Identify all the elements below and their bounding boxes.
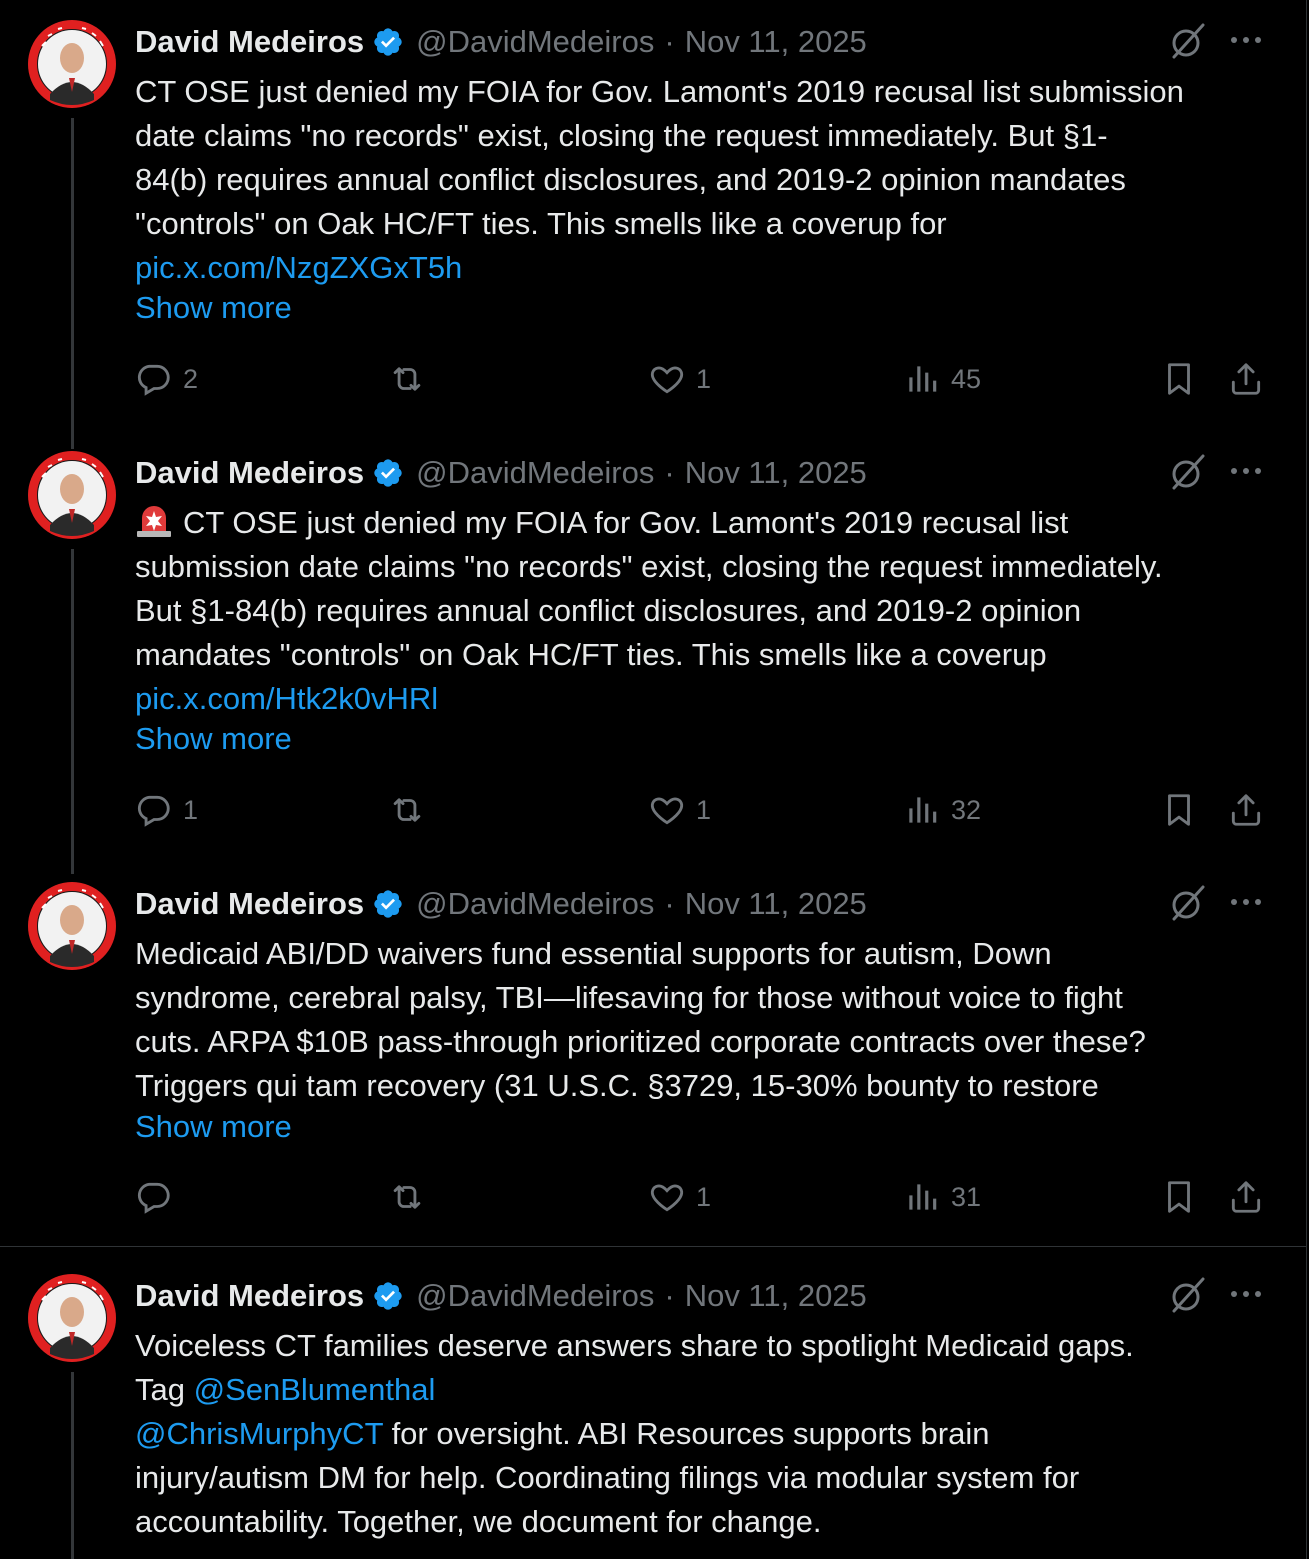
tweet-text-a: Voiceless CT families deserve answers share to spotlight Medicaid gaps. Tag [135, 1328, 1134, 1407]
bookmark-button[interactable] [1160, 787, 1198, 833]
more-icon[interactable] [1229, 894, 1263, 910]
separator-dot: · [664, 886, 675, 921]
tweet-text-b: for oversight. ABI Resources supports brain injury/autism DM for help. Coordinating filings via modular system for accountability. Together, we document for change. [135, 1416, 1080, 1539]
separator-dot: · [664, 455, 675, 490]
action-bar [135, 356, 1275, 402]
more-icon[interactable] [1229, 463, 1263, 479]
tweet[interactable] [0, 1254, 1306, 1559]
tweet-date[interactable]: Nov 11, 2025 [684, 24, 867, 59]
verified-badge-icon[interactable] [372, 1280, 404, 1312]
tweet[interactable] [0, 862, 1306, 1246]
share-icon [1227, 1178, 1265, 1216]
author-handle[interactable]: @DavidMedeiros [416, 455, 655, 490]
action-bar [135, 1174, 1275, 1220]
like-button[interactable] [648, 787, 711, 833]
share-button[interactable] [1227, 787, 1265, 833]
tweet-header [135, 453, 867, 493]
tweet-text [135, 70, 1275, 290]
repost-icon [388, 791, 426, 829]
views-icon [903, 360, 941, 398]
grok-icon[interactable] [1167, 20, 1209, 62]
avatar[interactable] [28, 1274, 116, 1362]
reply-count: 2 [183, 363, 199, 394]
action-bar [135, 787, 1275, 833]
thread-line [71, 118, 74, 440]
reply-icon [135, 360, 173, 398]
separator-dot: · [664, 1278, 675, 1313]
verified-badge-icon[interactable] [372, 888, 404, 920]
tweet-date[interactable]: Nov 11, 2025 [684, 1278, 867, 1313]
author-handle[interactable]: @DavidMedeiros [416, 1278, 655, 1313]
more-icon[interactable] [1229, 32, 1263, 48]
author-name[interactable]: David Medeiros [135, 886, 365, 921]
mention-link[interactable]: @ChrisMurphyCT [135, 1416, 383, 1451]
verified-badge-icon[interactable] [372, 26, 404, 58]
views-count: 32 [951, 794, 982, 825]
siren-emoji [135, 502, 173, 538]
like-button[interactable] [648, 356, 711, 402]
grok-icon[interactable] [1167, 1274, 1209, 1316]
share-button[interactable] [1227, 356, 1265, 402]
tweet-text [135, 501, 1275, 721]
repost-icon [388, 1178, 426, 1216]
views-count: 31 [951, 1181, 982, 1212]
thread-line [71, 431, 74, 449]
like-icon [648, 791, 686, 829]
media-link[interactable]: pic.x.com/NzgZXGxT5h [135, 250, 463, 285]
like-button[interactable] [648, 1174, 711, 1220]
tweet[interactable] [0, 431, 1306, 871]
repost-icon [388, 360, 426, 398]
views-icon [903, 1178, 941, 1216]
mention-link[interactable]: @SenBlumenthal [193, 1372, 436, 1407]
avatar[interactable] [28, 20, 116, 108]
reply-icon [135, 791, 173, 829]
tweet-header [135, 22, 867, 62]
tweet-header [135, 1276, 867, 1316]
like-count: 1 [696, 363, 712, 394]
thread-line [71, 549, 74, 871]
media-link[interactable]: pic.x.com/Htk2k0vHRl [135, 681, 439, 716]
author-name[interactable]: David Medeiros [135, 1278, 365, 1313]
avatar[interactable] [28, 882, 116, 970]
more-icon[interactable] [1229, 1286, 1263, 1302]
bookmark-icon [1160, 791, 1198, 829]
like-icon [648, 360, 686, 398]
views-button[interactable] [903, 787, 981, 833]
tweet-date[interactable]: Nov 11, 2025 [684, 455, 867, 490]
share-button[interactable] [1227, 1174, 1265, 1220]
reply-count: 1 [183, 794, 199, 825]
reply-button[interactable] [135, 787, 198, 833]
show-more-link[interactable]: Show more [135, 290, 292, 325]
author-handle[interactable]: @DavidMedeiros [416, 24, 655, 59]
bookmark-button[interactable] [1160, 356, 1198, 402]
tweet-date[interactable]: Nov 11, 2025 [684, 886, 867, 921]
reply-button[interactable] [135, 356, 198, 402]
bookmark-icon [1160, 360, 1198, 398]
timeline-border [1306, 0, 1307, 1559]
views-button[interactable] [903, 1174, 981, 1220]
thread-line [71, 1372, 74, 1559]
show-more-link[interactable]: Show more [135, 721, 292, 756]
reply-button[interactable] [135, 1174, 173, 1220]
show-more-link[interactable]: Show more [135, 1109, 292, 1144]
like-icon [648, 1178, 686, 1216]
separator-dot: · [664, 24, 675, 59]
tweet-text-content: CT OSE just denied my FOIA for Gov. Lamont's 2019 recusal list submission date claims "no records" exist, closing the request immediately. But §1- 84(b) requires annual conflict disclosures, and 2019-2 opinion mandates "controls" on Oak HC/FT ties. This smells like a coverup for [135, 74, 1184, 241]
tweet-divider [0, 1246, 1306, 1247]
views-icon [903, 791, 941, 829]
author-name[interactable]: David Medeiros [135, 455, 365, 490]
tweet-text-first: CT OSE just denied my FOIA for Gov. Lamont's 2019 recusal list [183, 505, 1069, 540]
views-count: 45 [951, 363, 982, 394]
reply-icon [135, 1178, 173, 1216]
repost-button[interactable] [388, 356, 426, 402]
tweet-text: Medicaid ABI/DD waivers fund essential supports for autism, Down syndrome, cerebral palsy, TBI—lifesaving for those without voice to fight cuts. ARPA $10B pass-through prioritized corporate contracts over these? Triggers qui tam recovery (31 U.S.C. §3729, 15-30% bounty to restore [135, 936, 1146, 1103]
like-count: 1 [696, 794, 712, 825]
bookmark-icon [1160, 1178, 1198, 1216]
tweet-text-content: submission date claims "no records" exist, closing the request immediately. But §1-84(b) requires annual conflict disclosures, and 2019-2 opinion mandates "controls" on Oak HC/FT ties. This smells like a coverup [135, 549, 1163, 672]
share-icon [1227, 791, 1265, 829]
thread-line [71, 862, 74, 874]
verified-badge-icon[interactable] [372, 457, 404, 489]
tweet-text [135, 1324, 1275, 1544]
grok-icon[interactable] [1167, 882, 1209, 924]
tweet-header [135, 884, 867, 924]
grok-icon[interactable] [1167, 451, 1209, 493]
repost-button[interactable] [388, 787, 426, 833]
author-handle[interactable]: @DavidMedeiros [416, 886, 655, 921]
like-count: 1 [696, 1181, 712, 1212]
share-icon [1227, 360, 1265, 398]
views-button[interactable] [903, 356, 981, 402]
avatar[interactable] [28, 451, 116, 539]
repost-button[interactable] [388, 1174, 426, 1220]
bookmark-button[interactable] [1160, 1174, 1198, 1220]
tweet[interactable] [0, 0, 1306, 440]
author-name[interactable]: David Medeiros [135, 24, 365, 59]
